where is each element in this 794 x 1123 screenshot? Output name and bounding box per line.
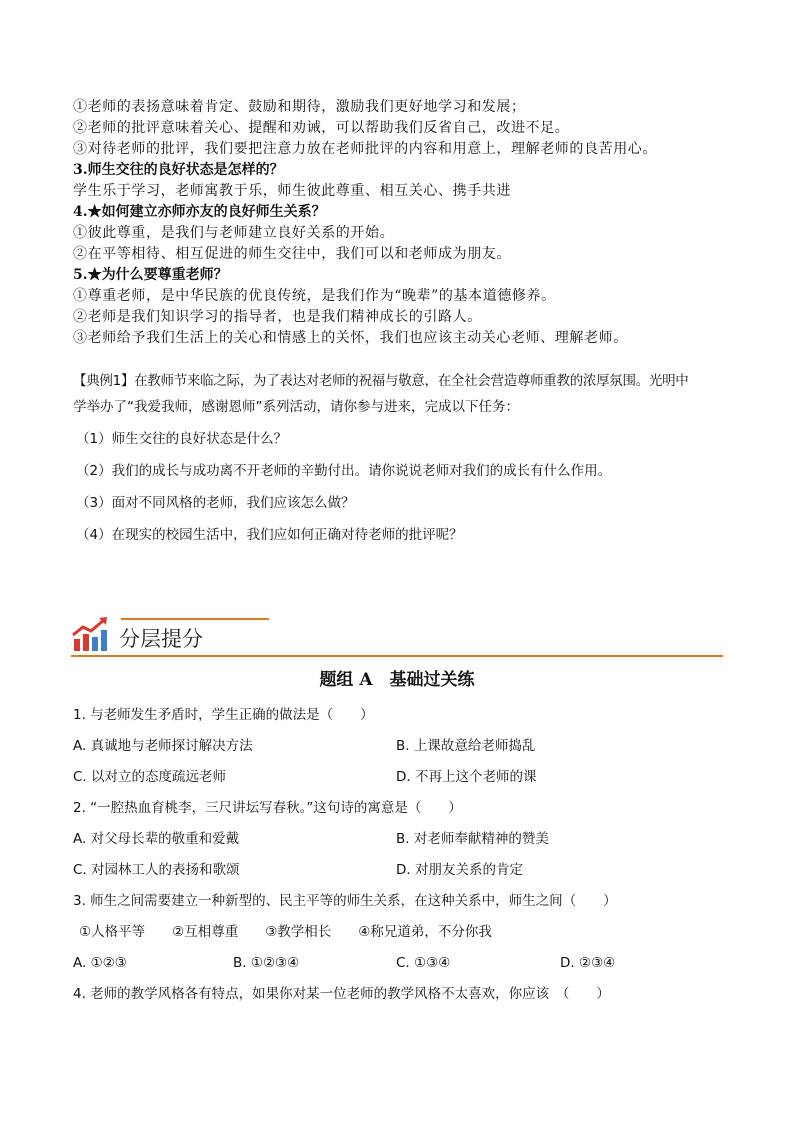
q5-answer-1: ①尊重老师，是中华民族的优良传统，是我们作为“晚辈”的基本道德修养。: [73, 288, 556, 304]
chart-growth-icon: [71, 615, 111, 653]
banner-top-line: [121, 618, 269, 620]
q1-option-c: C. 以对立的态度疏远老师: [73, 769, 227, 785]
q5-answer-3: ③老师给予我们生活上的关心和情感上的关怀，我们也应该主动关心老师、理解老师。: [73, 330, 628, 346]
example-intro-line1: 【典例1】在教师节来临之际，为了表达对老师的祝福与敬意，在全社会营造尊师重教的浓厚氛围。光明中: [73, 373, 689, 389]
q2-option-c: C. 对园林工人的表扬和歌颂: [73, 862, 240, 878]
banner-divider: [71, 655, 723, 657]
q5-answer-2: ②老师是我们知识学习的指导者，也是我们精神成长的引路人。: [73, 309, 482, 325]
q5-heading: 5.★为什么要尊重老师？: [73, 267, 228, 283]
example-question-1: （1）师生交往的良好状态是什么？: [76, 431, 288, 447]
q3-answer: 学生乐于学习，老师寓教于乐，师生彼此尊重、相互关心、携手共进: [73, 183, 511, 199]
criticism-point: ②老师的批评意味着关心、提醒和劝诫，可以帮助我们反省自己，改进不足。: [73, 120, 570, 136]
q1-option-a: A. 真诚地与老师探讨解决方法: [73, 738, 253, 754]
q3-option-d: D. ②③④: [560, 955, 616, 971]
q4-answer-1: ①彼此尊重，是我们与老师建立良好关系的开始。: [73, 225, 395, 241]
q4-answer-2: ②在平等相待、相互促进的师生交往中，我们可以和老师成为朋友。: [73, 246, 511, 262]
praise-point: ①老师的表扬意味着肯定、鼓励和期待，激励我们更好地学习和发展；: [73, 99, 526, 115]
q2-option-a: A. 对父母长辈的敬重和爱戴: [73, 831, 240, 847]
section-title: 分层提分: [119, 627, 203, 651]
q2-option-d: D. 对朋友关系的肯定: [396, 862, 523, 878]
q3-option-a: A. ①②③: [73, 955, 127, 971]
criticism-attitude-point: ③对待老师的批评，我们要把注意力放在老师批评的内容和用意上，理解老师的良苦用心。: [73, 141, 657, 157]
question-1-options-row1: [73, 731, 723, 762]
question-3-options: [73, 948, 723, 979]
question-3-stem: 3. 师生之间需要建立一种新型的、民主平等的师生关系，在这种关系中，师生之间（ ）: [73, 893, 617, 909]
question-4-stem: 4. 老师的教学风格各有特点，如果你对某一位老师的教学风格不太喜欢，你应该 （ ）: [73, 986, 610, 1002]
question-1-options-row2: [73, 762, 723, 793]
example-question-3: （3）面对不同风格的老师，我们应该怎么做？: [76, 495, 355, 511]
question-1-stem: 1. 与老师发生矛盾时，学生正确的做法是（ ）: [73, 707, 374, 723]
question-2-options-row2: [73, 855, 723, 886]
question-2-stem: 2. “一腔热血育桃李，三尺讲坛写春秋。”这句诗的寓意是（ ）: [73, 800, 462, 816]
example-question-4: （4）在现实的校园生活中，我们应如何正确对待老师的批评呢？: [76, 527, 463, 543]
example-question-2: （2）我们的成长与成功离不开老师的辛勤付出。请你说说老师对我们的成长有什么作用。: [76, 463, 612, 479]
example-intro-line2: 学举办了“我爱我师，感谢恩师”系列活动，请你参与进来，完成以下任务：: [73, 399, 519, 415]
q1-option-b: B. 上课故意给老师捣乱: [396, 738, 536, 754]
quiz-section: [73, 700, 723, 1010]
question-2-options-row1: [73, 824, 723, 855]
example-section: [73, 368, 725, 548]
knowledge-section: [73, 97, 723, 349]
q2-option-b: B. 对老师奉献精神的赞美: [396, 831, 549, 847]
q3-heading: 3.师生交往的良好状态是怎样的？: [73, 162, 284, 178]
section-banner: [71, 615, 723, 657]
question-3-items: ①人格平等 ②互相尊重 ③教学相长 ④称兄道弟，不分你我: [79, 924, 492, 940]
q3-option-c: C. ①③④: [396, 955, 451, 971]
group-title: 题组 A 基础过关练: [319, 670, 475, 690]
q1-option-d: D. 不再上这个老师的课: [396, 769, 537, 785]
q4-heading: 4.★如何建立亦师亦友的良好师生关系？: [73, 204, 326, 220]
q3-option-b: B. ①②③④: [233, 955, 300, 971]
